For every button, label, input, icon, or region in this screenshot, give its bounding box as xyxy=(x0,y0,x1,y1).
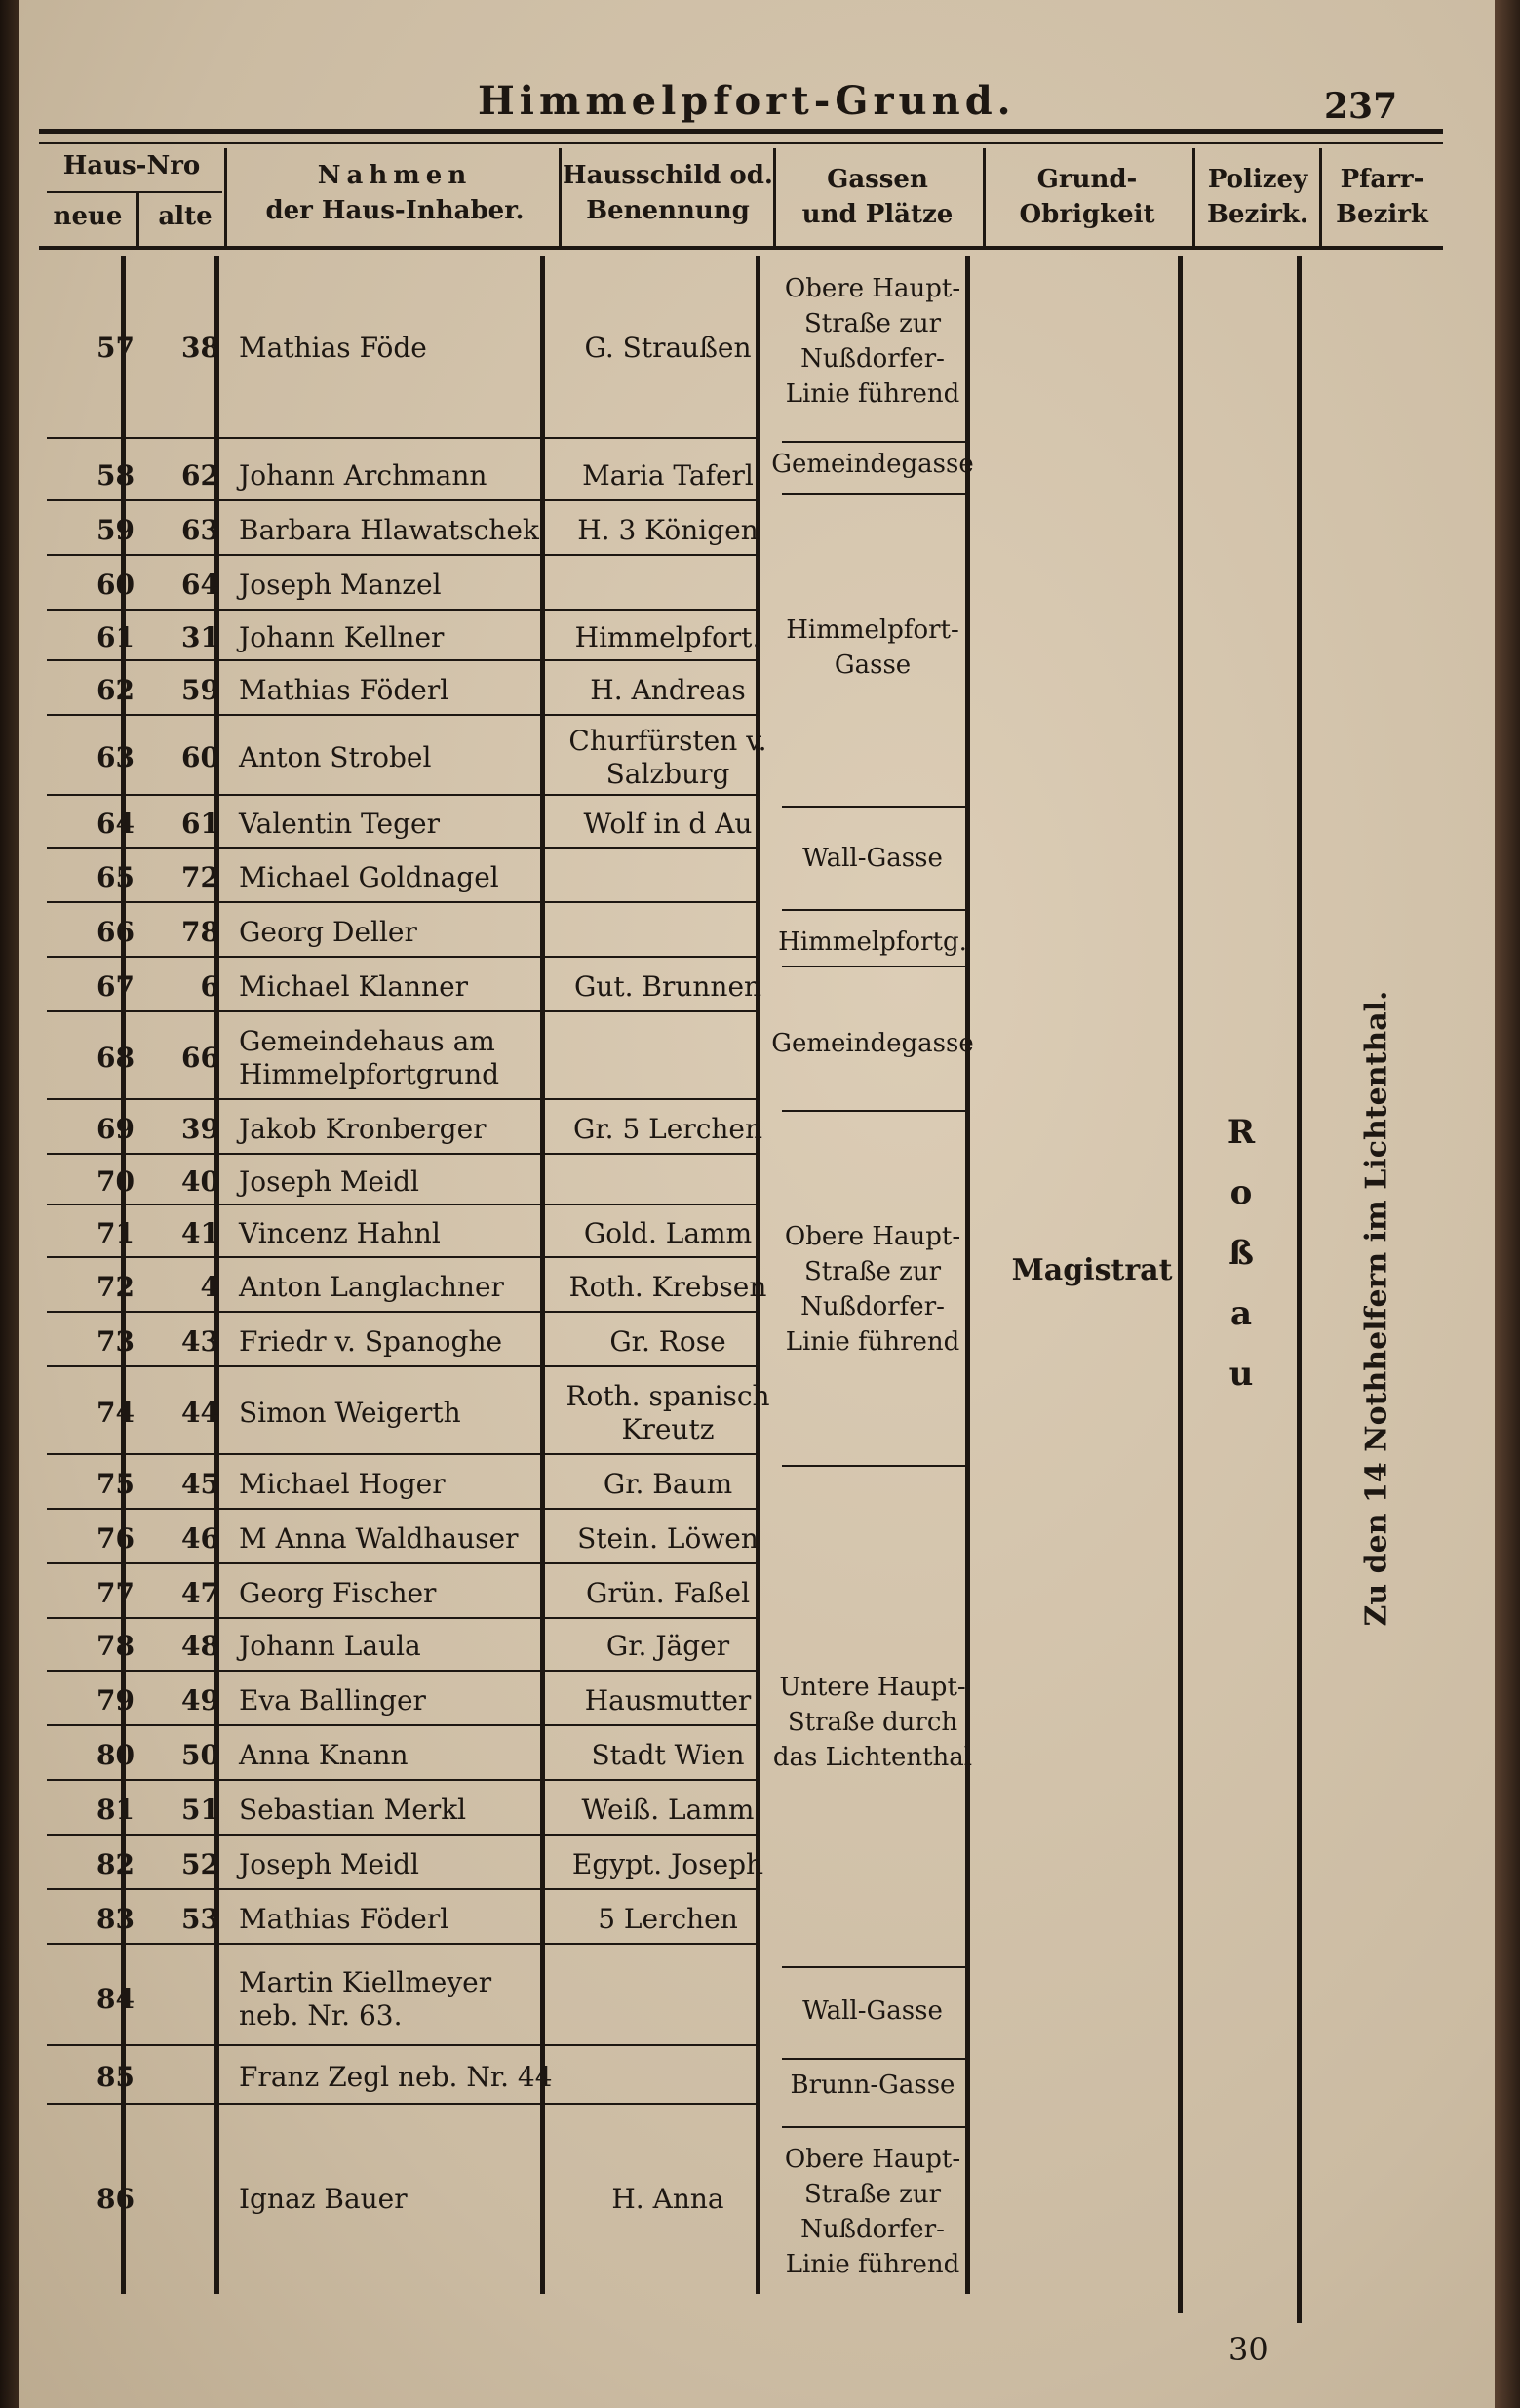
street-rule xyxy=(782,806,967,808)
house-number-old xyxy=(141,2048,219,2107)
column-rule xyxy=(1297,256,1302,2323)
haus-nro-rule xyxy=(47,191,222,193)
house-owner: Georg Deller xyxy=(239,916,417,948)
signature-mark: 30 xyxy=(1228,2331,1268,2368)
house-number-old: 78 xyxy=(181,916,219,948)
house-number-old: 62 xyxy=(181,459,219,492)
house-sign: Gut. Brunnen xyxy=(573,970,762,1003)
house-number-old: 72 xyxy=(181,861,219,893)
house-owner: Mathias Föderl xyxy=(239,1903,449,1935)
house-number-old: 47 xyxy=(181,1577,219,1609)
street-rule xyxy=(782,909,967,911)
house-number-new: 80 xyxy=(97,1739,135,1771)
street-entry: Obere Haupt-Straße zur Nußdorfer-Linie führend xyxy=(784,1222,961,1357)
header-haus-nro: Haus-Nro xyxy=(62,151,201,180)
house-number-new: 81 xyxy=(97,1794,135,1826)
house-sign xyxy=(565,558,770,612)
house-owner: Mathias Föderl xyxy=(239,674,449,706)
house-number-new: 78 xyxy=(97,1630,135,1662)
street-rule xyxy=(782,1110,967,1112)
row-rule xyxy=(47,1311,759,1313)
house-sign xyxy=(565,905,770,960)
book-edge-left xyxy=(0,0,19,2408)
house-owner: Mathias Föde xyxy=(239,332,427,364)
street-rule xyxy=(782,1465,967,1467)
house-sign: G. Straußen xyxy=(584,332,752,364)
house-owner: Johann Laula xyxy=(239,1630,421,1662)
house-number-old: 38 xyxy=(181,332,219,364)
grund-obrigkeit: Magistrat xyxy=(1011,1253,1173,1287)
row-rule xyxy=(47,554,759,556)
street-rule xyxy=(782,1966,967,1968)
house-number-old: 40 xyxy=(181,1165,219,1198)
house-owner: Vincenz Hahnl xyxy=(239,1217,441,1249)
header-alte: alte xyxy=(158,202,213,231)
street-rule xyxy=(782,441,967,443)
house-number-old: 43 xyxy=(181,1325,219,1358)
header-polizey: Polizey xyxy=(1207,165,1308,194)
house-number-new: 69 xyxy=(97,1113,135,1145)
house-sign: Hausmutter xyxy=(584,1684,752,1717)
house-number-new: 68 xyxy=(97,1042,135,1074)
house-number-new: 57 xyxy=(97,332,135,364)
house-sign: 5 Lerchen xyxy=(598,1903,738,1935)
book-page xyxy=(19,0,1495,2408)
street-rule xyxy=(782,966,967,967)
house-sign: Gr. Baum xyxy=(603,1468,733,1500)
house-owner: Joseph Manzel xyxy=(239,569,442,601)
row-rule xyxy=(47,609,759,611)
house-number-new: 73 xyxy=(97,1325,135,1358)
row-rule xyxy=(47,1204,759,1205)
house-owner: Barbara Hlawatschek xyxy=(239,514,539,546)
header-benennung: Benennung xyxy=(586,196,750,225)
street-entry: Untere Haupt-Straße durch das Lichtenthal xyxy=(772,1673,973,1772)
house-number-old: 44 xyxy=(181,1397,219,1429)
house-number-new: 70 xyxy=(97,1165,135,1198)
row-rule xyxy=(47,1098,759,1100)
house-sign xyxy=(565,850,770,905)
pfarr-bezirk xyxy=(1338,990,1416,1629)
house-number-old: 53 xyxy=(181,1903,219,1935)
header-sep xyxy=(983,148,986,246)
house-sign: Gr. 5 Lerchen xyxy=(572,1113,763,1145)
house-number-new: 63 xyxy=(97,741,135,773)
house-owner: Ignaz Bauer xyxy=(239,2183,408,2215)
house-number-new: 84 xyxy=(97,1983,135,2015)
house-number-old: 66 xyxy=(181,1042,219,1074)
house-sign: Gold. Lamm xyxy=(583,1217,753,1249)
header-obrigkeit: Obrigkeit xyxy=(1019,200,1155,229)
house-owner: Michael Klanner xyxy=(239,970,469,1003)
house-sign: Himmelpfort. xyxy=(574,621,761,653)
book-edge-right xyxy=(1495,0,1520,2408)
house-number-old: 6 xyxy=(200,970,219,1003)
house-number-old: 52 xyxy=(181,1848,219,1880)
house-sign: Gr. Jäger xyxy=(605,1630,730,1662)
polizey-bezirk-text: Roßau xyxy=(1227,1113,1256,1394)
header-sep xyxy=(224,148,227,246)
header-pfarr-bezirk: Bezirk xyxy=(1336,200,1428,229)
street-rule xyxy=(782,493,967,495)
house-number-new: 60 xyxy=(97,569,135,601)
house-number-new: 77 xyxy=(97,1577,135,1609)
house-number-new: 76 xyxy=(97,1522,135,1555)
house-sign: Weiß. Lamm xyxy=(581,1794,755,1826)
house-owner: Martin Kiellmeyer neb. Nr. 63. xyxy=(239,1966,492,2032)
house-number-new: 86 xyxy=(97,2183,135,2215)
house-owner: Anna Knann xyxy=(239,1739,409,1771)
header-haus-inhaber: der Haus-Inhaber. xyxy=(265,196,525,225)
house-number-new: 72 xyxy=(97,1271,135,1303)
house-number-new: 62 xyxy=(97,674,135,706)
row-rule xyxy=(47,1256,759,1258)
house-owner: Friedr v. Spanoghe xyxy=(239,1325,503,1358)
header-bottom-rule xyxy=(39,246,1443,250)
pfarr-bezirk-text: Zu den 14 Nothhelfern im Lichtenthal. xyxy=(1359,990,1394,1627)
house-number-old xyxy=(141,1951,219,2048)
house-owner: Anton Langlachner xyxy=(239,1271,504,1303)
street-entry: Brunn-Gasse xyxy=(790,2071,955,2100)
house-number-new: 67 xyxy=(97,970,135,1003)
page-number: 237 xyxy=(1324,86,1398,127)
row-rule xyxy=(47,901,759,903)
house-owner: Joseph Meidl xyxy=(239,1165,419,1198)
house-sign: Egypt. Joseph xyxy=(571,1848,764,1880)
row-rule xyxy=(47,956,759,958)
header-hausschild: Hausschild od. xyxy=(563,161,773,190)
house-number-new: 59 xyxy=(97,514,135,546)
header-neue: neue xyxy=(53,202,123,231)
house-sign: Grün. Faßel xyxy=(585,1577,751,1609)
row-rule xyxy=(47,847,759,849)
house-number-new: 64 xyxy=(97,808,135,840)
house-sign: H. 3 Königen xyxy=(577,514,759,546)
row-rule xyxy=(47,1834,759,1836)
street-entry: Himmelpfortg. xyxy=(778,928,967,957)
header-sep xyxy=(773,148,776,246)
house-number-old: 39 xyxy=(181,1113,219,1145)
house-number-old: 49 xyxy=(181,1684,219,1717)
house-owner: M Anna Waldhauser xyxy=(239,1522,519,1555)
house-sign: Churfürsten v. Salzburg xyxy=(568,725,767,790)
header-platze: und Plätze xyxy=(801,200,954,229)
row-rule xyxy=(47,499,759,501)
header-sep xyxy=(559,148,562,246)
street-entry: Wall-Gasse xyxy=(802,844,943,873)
house-owner: Joseph Meidl xyxy=(239,1848,419,1880)
house-number-new: 74 xyxy=(97,1397,135,1429)
house-sign xyxy=(565,1951,770,2048)
house-number-new: 82 xyxy=(97,1848,135,1880)
row-rule xyxy=(47,1943,759,1945)
house-number-new: 61 xyxy=(97,621,135,653)
row-rule xyxy=(47,659,759,661)
top-rule-thin xyxy=(39,142,1443,144)
house-number-old: 31 xyxy=(181,621,219,653)
row-rule xyxy=(47,794,759,796)
house-number-new: 75 xyxy=(97,1468,135,1500)
street-entry: Himmelpfort-Gasse xyxy=(786,615,959,680)
header-sep xyxy=(1192,148,1195,246)
header-nahmen: Nahmen xyxy=(317,161,473,190)
street-rule xyxy=(782,2058,967,2060)
row-rule xyxy=(47,1562,759,1564)
house-number-old: 60 xyxy=(181,741,219,773)
house-sign: Wolf in d Au xyxy=(583,808,753,840)
house-number-old: 64 xyxy=(181,569,219,601)
house-number-new: 85 xyxy=(97,2061,135,2093)
house-sign xyxy=(565,1157,770,1207)
house-sign: H. Anna xyxy=(611,2183,724,2215)
house-number-old: 45 xyxy=(181,1468,219,1500)
house-sign: Roth. spanisch Kreutz xyxy=(565,1380,770,1445)
row-rule xyxy=(47,1888,759,1890)
header-sep xyxy=(1319,148,1322,246)
house-sign: Gr. Rose xyxy=(609,1325,726,1358)
house-number-old: 59 xyxy=(181,674,219,706)
street-entry: Gemeindegasse xyxy=(771,1029,974,1058)
house-number-new: 71 xyxy=(97,1217,135,1249)
house-number-old: 46 xyxy=(181,1522,219,1555)
row-rule xyxy=(47,1724,759,1726)
row-rule xyxy=(47,1670,759,1672)
house-number-old: 50 xyxy=(181,1739,219,1771)
house-number-old: 48 xyxy=(181,1630,219,1662)
running-head: Himmelpfort-Grund. xyxy=(478,78,1016,124)
house-owner: Georg Fischer xyxy=(239,1577,437,1609)
house-sign xyxy=(565,1014,770,1102)
house-owner: Eva Ballinger xyxy=(239,1684,426,1717)
house-number-new: 65 xyxy=(97,861,135,893)
row-rule xyxy=(47,1508,759,1510)
house-owner: Valentin Teger xyxy=(239,808,440,840)
house-owner: Jakob Kronberger xyxy=(239,1113,487,1145)
street-entry: Obere Haupt-Straße zur Nußdorfer-Linie führend xyxy=(784,274,961,409)
house-owner: Anton Strobel xyxy=(239,741,432,773)
header-polizey-bezirk: Bezirk. xyxy=(1207,200,1308,229)
street-rule xyxy=(782,2126,967,2128)
street-entry: Obere Haupt-Straße zur Nußdorfer-Linie führend xyxy=(784,2145,961,2279)
house-owner: Gemeindehaus am Himmelpfortgrund xyxy=(239,1025,500,1090)
row-rule xyxy=(47,1153,759,1155)
house-number-old: 4 xyxy=(200,1271,219,1303)
house-number-old: 63 xyxy=(181,514,219,546)
house-sign: Maria Taferl xyxy=(582,459,754,492)
house-owner: Michael Goldnagel xyxy=(239,861,499,893)
row-rule xyxy=(47,1010,759,1012)
house-number-new: 79 xyxy=(97,1684,135,1717)
row-rule xyxy=(47,437,759,439)
house-sign: Stadt Wien xyxy=(591,1739,745,1771)
row-rule xyxy=(47,2103,759,2105)
house-number-new: 66 xyxy=(97,916,135,948)
row-rule xyxy=(47,1453,759,1455)
header-sep xyxy=(136,191,139,246)
row-rule xyxy=(47,1365,759,1367)
header-gassen: Gassen xyxy=(827,165,928,194)
house-number-old xyxy=(141,2107,219,2292)
house-owner: Franz Zegl neb. Nr. 44 xyxy=(239,2061,553,2093)
header-grund: Grund- xyxy=(1036,165,1138,194)
top-rule xyxy=(39,129,1443,134)
house-sign: Roth. Krebsen xyxy=(568,1271,767,1303)
street-entry: Wall-Gasse xyxy=(802,1996,943,2026)
house-owner: Michael Hoger xyxy=(239,1468,446,1500)
house-owner: Sebastian Merkl xyxy=(239,1794,467,1826)
house-number-new: 58 xyxy=(97,459,135,492)
house-owner: Johann Kellner xyxy=(239,621,445,653)
house-sign: H. Andreas xyxy=(590,674,746,706)
house-sign xyxy=(565,2048,770,2107)
row-rule xyxy=(47,1779,759,1781)
house-number-new: 83 xyxy=(97,1903,135,1935)
house-owner: Simon Weigerth xyxy=(239,1397,461,1429)
row-rule xyxy=(47,2044,759,2046)
street-entry: Gemeindegasse xyxy=(771,450,974,479)
header-pfarr: Pfarr- xyxy=(1340,165,1424,194)
house-owner: Johann Archmann xyxy=(239,459,487,492)
house-sign: Stein. Löwen xyxy=(577,1522,759,1555)
house-number-old: 61 xyxy=(181,808,219,840)
polizey-bezirk xyxy=(1197,1102,1285,1395)
row-rule xyxy=(47,714,759,716)
house-number-old: 41 xyxy=(181,1217,219,1249)
house-number-old: 51 xyxy=(181,1794,219,1826)
